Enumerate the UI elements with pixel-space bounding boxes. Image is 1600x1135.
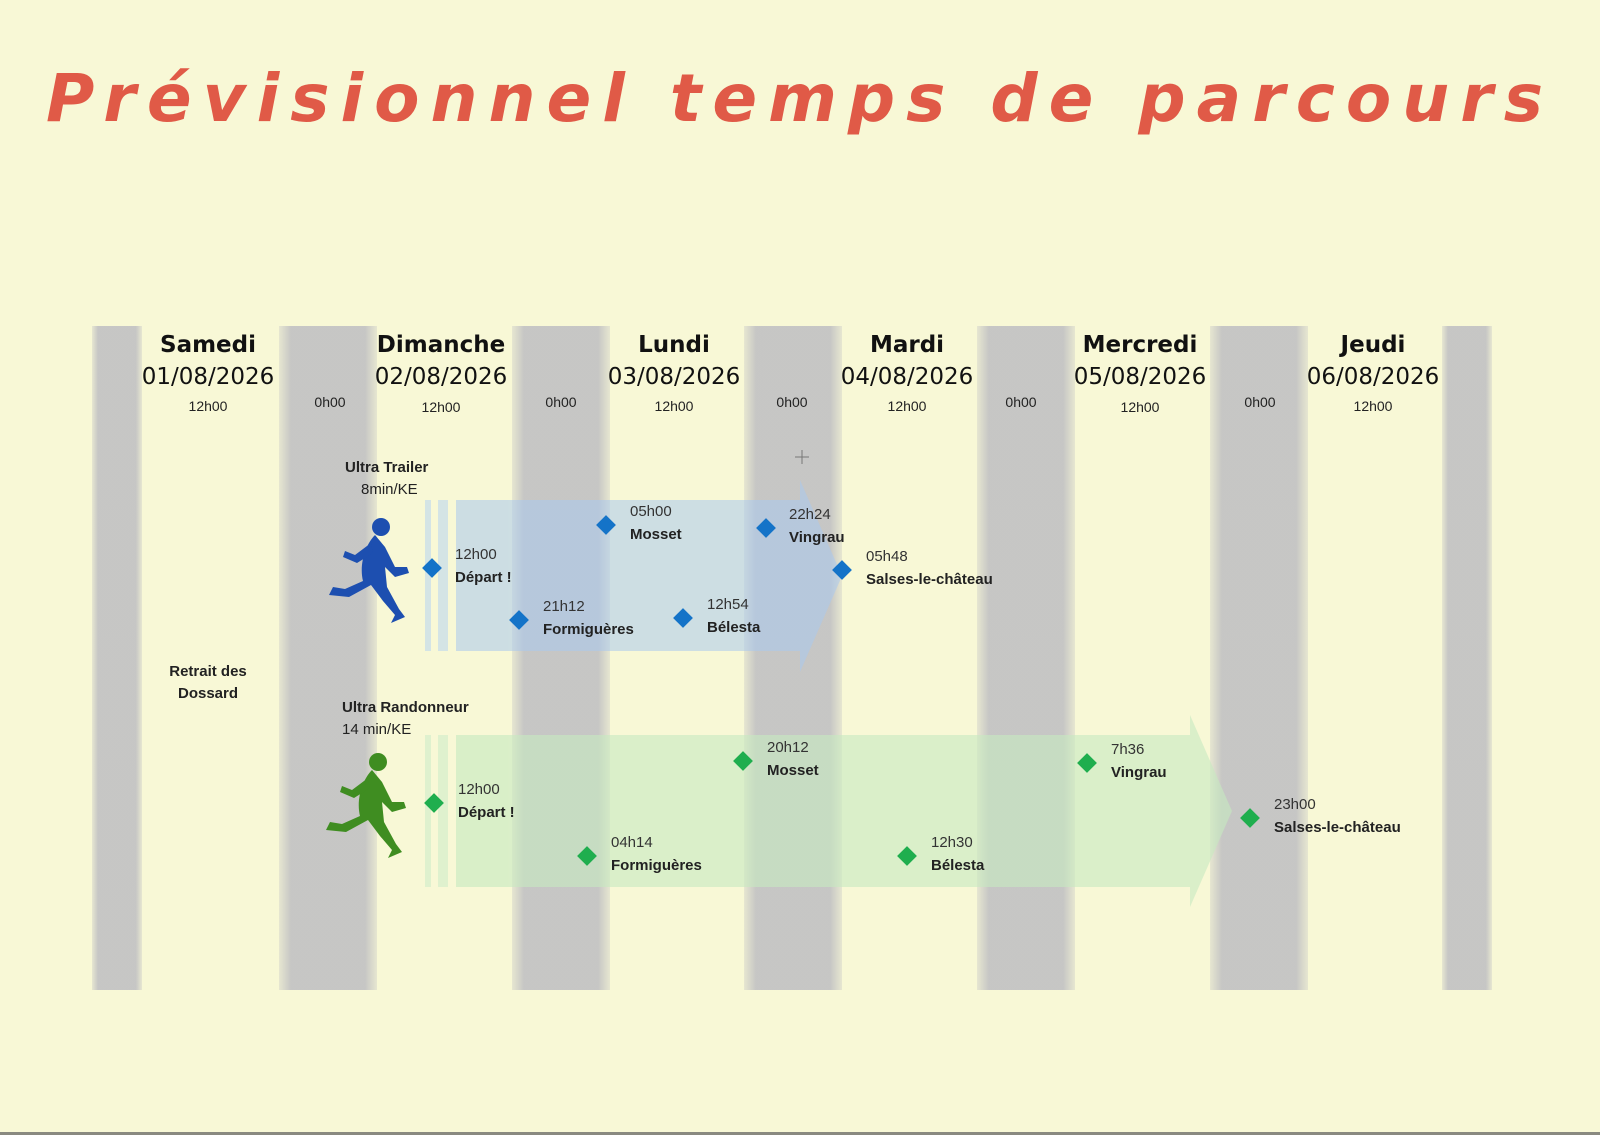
retrait-dossard-label bbox=[148, 661, 268, 705]
tick-noon: 12h00 bbox=[1120, 399, 1160, 415]
checkpoint-name: Formiguères bbox=[543, 621, 634, 638]
day-date: 03/08/2026 bbox=[607, 364, 741, 390]
day-name: Lundi bbox=[638, 332, 710, 358]
checkpoint-time: 05h48 bbox=[866, 548, 908, 565]
checkpoint-time: 05h00 bbox=[630, 503, 672, 520]
tick-noon: 12h00 bbox=[654, 398, 694, 414]
runner-icon bbox=[326, 753, 406, 858]
retrait-line-2: Dossard bbox=[177, 685, 239, 702]
runner-icon bbox=[329, 518, 409, 623]
checkpoint-time: 12h00 bbox=[455, 546, 497, 563]
checkpoint-time: 12h54 bbox=[707, 596, 749, 613]
race-name-trail: Ultra Trailer bbox=[345, 459, 429, 476]
checkpoint-time: 12h00 bbox=[458, 781, 500, 798]
race-pace-trail: 8min/KE bbox=[361, 481, 418, 498]
checkpoint-time: 12h30 bbox=[931, 834, 973, 851]
day-name: Mercredi bbox=[1082, 332, 1198, 358]
checkpoint-time: 7h36 bbox=[1111, 741, 1145, 758]
checkpoint-time: 23h00 bbox=[1274, 796, 1316, 813]
checkpoint-name: Salses-le-château bbox=[1274, 819, 1401, 836]
tick-midnight: 0h00 bbox=[1244, 394, 1276, 410]
race-pace-randonneur: 14 min/KE bbox=[342, 721, 412, 738]
day-date: 06/08/2026 bbox=[1306, 364, 1440, 390]
checkpoint-time: 22h24 bbox=[789, 506, 831, 523]
race-name-randonneur: Ultra Randonneur bbox=[342, 699, 469, 716]
checkpoint-name: Vingrau bbox=[1111, 764, 1167, 781]
checkpoint-name: Départ ! bbox=[458, 804, 515, 821]
checkpoint-name: Bélesta bbox=[931, 857, 985, 874]
day-date: 05/08/2026 bbox=[1073, 364, 1207, 390]
tick-noon: 12h00 bbox=[188, 398, 228, 414]
checkpoint-marker-salses bbox=[1240, 808, 1260, 828]
checkpoint-time: 04h14 bbox=[611, 834, 653, 851]
checkpoint-time: 21h12 bbox=[543, 598, 585, 615]
page-title: Prévisionnel temps de parcours bbox=[45, 60, 1555, 137]
checkpoint-name: Salses-le-château bbox=[866, 571, 993, 588]
day-name: Dimanche bbox=[376, 332, 506, 358]
checkpoint-name: Formiguères bbox=[611, 857, 702, 874]
tick-midnight: 0h00 bbox=[776, 394, 808, 410]
day-name: Mardi bbox=[869, 332, 945, 358]
retrait-line-1: Retrait des bbox=[169, 663, 247, 680]
checkpoint-time: 20h12 bbox=[767, 739, 809, 756]
cursor-crosshair-icon bbox=[795, 450, 809, 464]
tick-midnight: 0h00 bbox=[1005, 394, 1037, 410]
tick-noon: 12h00 bbox=[887, 398, 927, 414]
checkpoint-name: Vingrau bbox=[789, 529, 845, 546]
tick-noon: 12h00 bbox=[1353, 398, 1393, 414]
day-name: Jeudi bbox=[1340, 332, 1406, 358]
day-date: 02/08/2026 bbox=[374, 364, 508, 390]
tick-noon: 12h00 bbox=[421, 399, 461, 415]
tick-midnight: 0h00 bbox=[314, 394, 346, 410]
checkpoint-name: Bélesta bbox=[707, 619, 761, 636]
checkpoint-name: Mosset bbox=[767, 762, 819, 779]
day-name: Samedi bbox=[160, 332, 256, 358]
checkpoint-name: Départ ! bbox=[455, 569, 512, 586]
day-date: 04/08/2026 bbox=[840, 364, 974, 390]
tick-midnight: 0h00 bbox=[545, 394, 577, 410]
day-date: 01/08/2026 bbox=[141, 364, 275, 390]
checkpoint-name: Mosset bbox=[630, 526, 682, 543]
